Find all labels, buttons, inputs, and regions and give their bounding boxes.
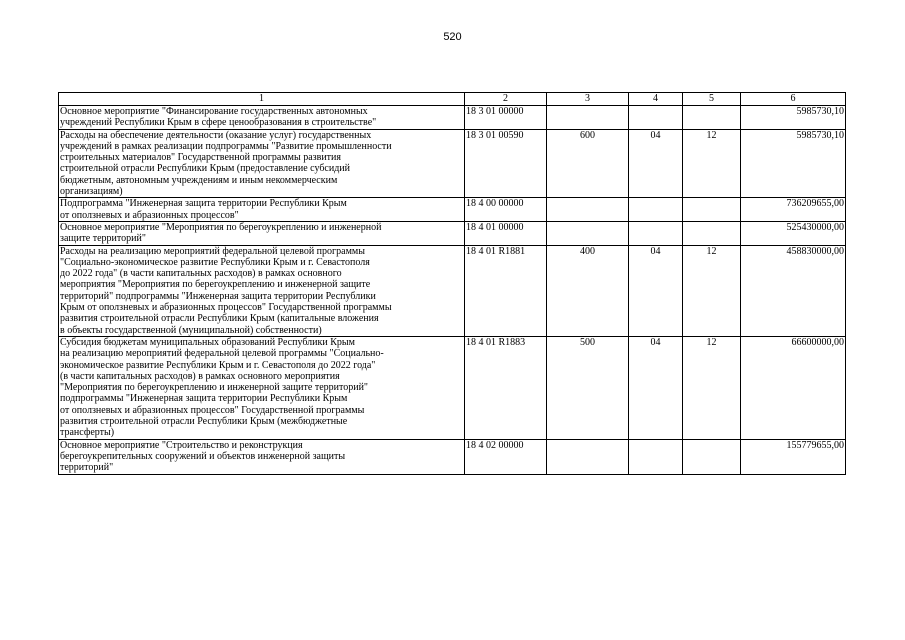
- table-row: [59, 106, 846, 130]
- row-amount: 5985730,10: [741, 106, 846, 130]
- row-target-code: 18 4 01 00000: [465, 221, 547, 245]
- row-expense-type: 500: [547, 336, 629, 439]
- row-name: Расходы на реализацию мероприятий федеральной целевой программы "Социально-экономическое развитие Республики Крым и г. Севастополя до 2022 года" (в части капитальных расходов) в рамках основного мероприятия "Мероприятия по берегоукреплению и инженерной защите территорий" подпрограммы "Инженерная защита территории Республики Крым от оползневых и абразионных процессов" Государственной программы развития строительной отрасли Республики Крым (капитальные вложения в объекты государственной (муниципальной) собственности): [59, 245, 465, 336]
- row-target-code: 18 3 01 00590: [465, 129, 547, 198]
- column-header-rz: 4: [629, 93, 683, 106]
- row-subsection: 12: [683, 245, 741, 336]
- table-row: [59, 439, 846, 474]
- row-section: [629, 198, 683, 222]
- row-expense-type: [547, 439, 629, 474]
- row-amount: 525430000,00: [741, 221, 846, 245]
- row-amount: 5985730,10: [741, 129, 846, 198]
- row-section: 04: [629, 245, 683, 336]
- row-amount: 66600000,00: [741, 336, 846, 439]
- row-section: [629, 221, 683, 245]
- row-expense-type: [547, 221, 629, 245]
- row-target-code: 18 4 01 R1881: [465, 245, 547, 336]
- row-amount: 736209655,00: [741, 198, 846, 222]
- row-section: 04: [629, 129, 683, 198]
- page-number: 520: [443, 31, 462, 43]
- row-name: Расходы на обеспечение деятельности (оказание услуг) государственных учреждений в рамках реализации подпрограммы "Развитие промышленности строительных материалов" Государственной программы развития строительной отрасли Республики Крым (предоставление субсидий бюджетным, автономным учреждениям и иным некоммерческим организациям): [59, 129, 465, 198]
- row-amount: 458830000,00: [741, 245, 846, 336]
- column-header-pr: 5: [683, 93, 741, 106]
- row-expense-type: 600: [547, 129, 629, 198]
- row-section: [629, 106, 683, 130]
- row-expense-type: [547, 198, 629, 222]
- table-row: [59, 336, 846, 439]
- row-subsection: 12: [683, 129, 741, 198]
- row-subsection: [683, 198, 741, 222]
- row-subsection: 12: [683, 336, 741, 439]
- column-header-vr: 3: [547, 93, 629, 106]
- table-header-row: [59, 93, 846, 106]
- table-row: [59, 129, 846, 198]
- table-row: [59, 221, 846, 245]
- row-section: 04: [629, 336, 683, 439]
- budget-table: [58, 92, 846, 475]
- row-name: Основное мероприятие "Мероприятия по берегоукреплению и инженерной защите территорий": [59, 221, 465, 245]
- column-header-sum: 6: [741, 93, 846, 106]
- row-target-code: 18 4 00 00000: [465, 198, 547, 222]
- row-name: Подпрограмма "Инженерная защита территории Республики Крым от оползневых и абразионных процессов": [59, 198, 465, 222]
- table-row: [59, 245, 846, 336]
- row-name: Основное мероприятие "Финансирование государственных автономных учреждений Республики Крым в сфере ценообразования в строительстве": [59, 106, 465, 130]
- column-header-name: 1: [59, 93, 465, 106]
- row-amount: 155779655,00: [741, 439, 846, 474]
- row-subsection: [683, 106, 741, 130]
- row-name: Основное мероприятие "Строительство и реконструкция берегоукрепительных сооружений и объектов инженерной защиты территорий": [59, 439, 465, 474]
- column-header-csr: 2: [465, 93, 547, 106]
- row-name: Субсидия бюджетам муниципальных образований Республики Крым на реализацию мероприятий федеральной целевой программы "Социально- экономическое развитие Республики Крым и г. Севастополя до 2022 года" (в части капитальных расходов) в рамках основного мероприятия "Мероприятия по берегоукреплению и инженерной защите территорий" подпрограммы "Инженерная защита территории Республики Крым от оползневых и абразионных процессов" Государственной программы развития строительной отрасли Республики Крым (межбюджетные трансферты): [59, 336, 465, 439]
- row-expense-type: [547, 106, 629, 130]
- table-row: [59, 198, 846, 222]
- row-subsection: [683, 221, 741, 245]
- row-subsection: [683, 439, 741, 474]
- row-target-code: 18 3 01 00000: [465, 106, 547, 130]
- row-target-code: 18 4 02 00000: [465, 439, 547, 474]
- row-section: [629, 439, 683, 474]
- row-target-code: 18 4 01 R1883: [465, 336, 547, 439]
- row-expense-type: 400: [547, 245, 629, 336]
